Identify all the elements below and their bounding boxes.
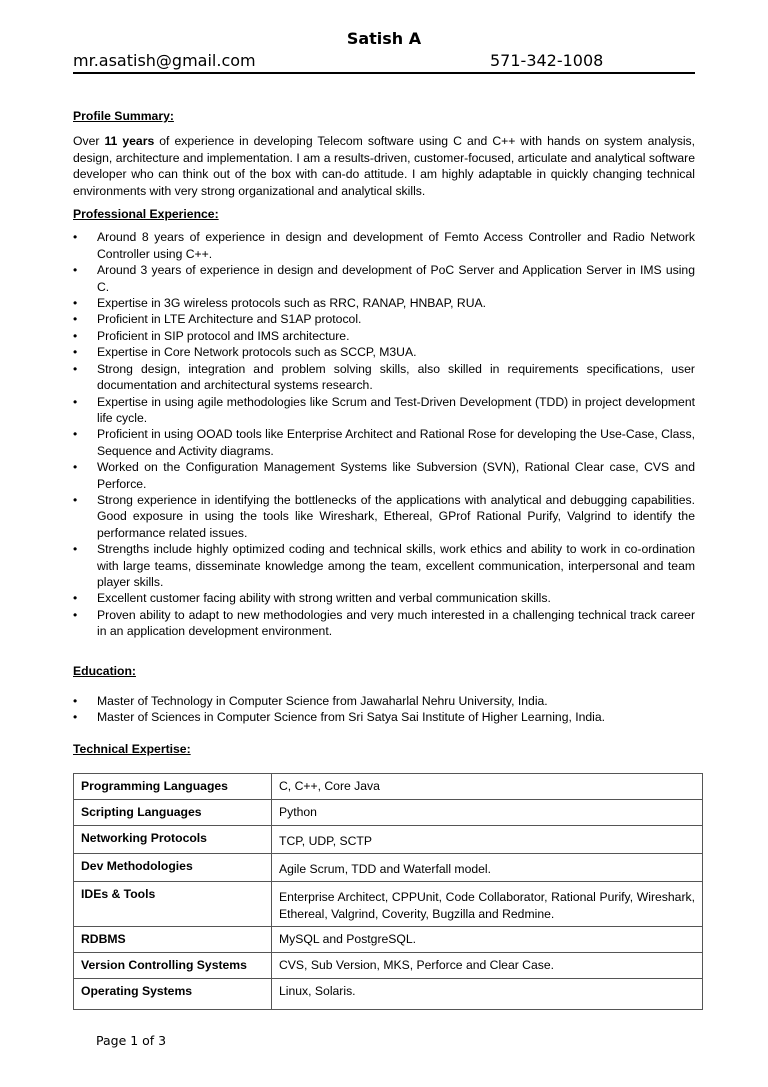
list-item: • Strong design, integration and problem solving skills, also skilled in requirements specifications, user documentation and architectural systems research. bbox=[73, 361, 695, 393]
table-row bbox=[74, 882, 703, 927]
bullet-icon: • bbox=[73, 345, 78, 360]
bullet-icon: • bbox=[73, 312, 78, 327]
table-row bbox=[74, 953, 703, 979]
experience-list bbox=[73, 229, 695, 639]
candidate-name: Satish A bbox=[346, 29, 422, 48]
table-value: Python bbox=[272, 800, 703, 826]
bullet-icon: • bbox=[73, 542, 78, 557]
list-item: • Master of Technology in Computer Science from Jawaharlal Nehru University, India. bbox=[73, 694, 548, 708]
phone-number: 571-342-1008 bbox=[490, 51, 604, 70]
resume-body bbox=[73, 108, 695, 757]
table-key: IDEs & Tools bbox=[74, 882, 272, 927]
list-item: • Proficient in LTE Architecture and S1AP protocol. bbox=[73, 312, 362, 327]
list-item: • Proven ability to adapt to new methodologies and very much interested in a challenging technical track career in an application development environment. bbox=[73, 607, 695, 639]
table-value: Enterprise Architect, CPPUnit, Code Collaborator, Rational Purify, Wireshark, Ethereal, Valgrind, Coverity, Bugzilla and Redmine. bbox=[272, 882, 703, 927]
bullet-icon: • bbox=[73, 460, 78, 475]
list-item: • Proficient in using OOAD tools like Enterprise Architect and Rational Rose for developing the Use-Case, Class, Sequence and Activity diagrams. bbox=[73, 427, 695, 458]
table-row bbox=[74, 800, 703, 826]
bullet-icon: • bbox=[73, 230, 78, 245]
table-row bbox=[74, 826, 703, 854]
table-key: Scripting Languages bbox=[74, 800, 272, 826]
technical-expertise-table bbox=[73, 773, 703, 1010]
table-row bbox=[74, 774, 703, 800]
bullet-icon: • bbox=[73, 296, 78, 311]
technical-expertise-heading: Technical Expertise: bbox=[73, 741, 191, 756]
list-item: • Expertise in 3G wireless protocols such as RRC, RANAP, HNBAP, RUA. bbox=[73, 296, 487, 311]
bullet-icon: • bbox=[73, 710, 78, 725]
table-value: Linux, Solaris. bbox=[272, 979, 703, 1010]
list-item: • Around 3 years of experience in design and development of PoC Server and Application Server in IMS using C. bbox=[73, 263, 695, 294]
bullet-icon: • bbox=[73, 427, 78, 442]
bullet-icon: • bbox=[73, 328, 78, 343]
list-item: • Strong experience in identifying the bottlenecks of the applications with analytical and debugging capabilities. Good exposure in using the tools like Wireshark, Ethereal, GProf Rational Purify, Valgrind to identify the performance related issues. bbox=[73, 492, 695, 540]
email-address: mr.asatish@gmail.com bbox=[73, 51, 256, 70]
education-list bbox=[73, 693, 695, 726]
bullet-icon: • bbox=[73, 607, 78, 622]
table-key: Operating Systems bbox=[74, 979, 272, 1010]
list-item: • Worked on the Configuration Management Systems like Subversion (SVN), Rational Clear case, CVS and Perforce. bbox=[73, 460, 695, 491]
list-item: • Proficient in SIP protocol and IMS architecture. bbox=[73, 328, 350, 343]
table-key: RDBMS bbox=[74, 927, 272, 953]
list-item: • Around 8 years of experience in design and development of Femto Access Controller and Radio Network Controller using C++. bbox=[73, 230, 695, 261]
education-heading: Education: bbox=[73, 663, 136, 678]
table-value: C, C++, Core Java bbox=[272, 774, 703, 800]
page-number: Page 1 of 3 bbox=[96, 1033, 167, 1048]
table-key: Dev Methodologies bbox=[74, 854, 272, 882]
list-item: • Excellent customer facing ability with strong written and verbal communication skills. bbox=[73, 591, 551, 606]
table-key: Version Controlling Systems bbox=[74, 953, 272, 979]
list-item: • Expertise in Core Network protocols such as SCCP, M3UA. bbox=[73, 345, 417, 360]
bullet-icon: • bbox=[73, 394, 78, 409]
bullet-icon: • bbox=[73, 591, 78, 606]
table-value: MySQL and PostgreSQL. bbox=[272, 927, 703, 953]
table-value: CVS, Sub Version, MKS, Perforce and Clear Case. bbox=[272, 953, 703, 979]
bullet-icon: • bbox=[73, 694, 78, 708]
table-key: Networking Protocols bbox=[74, 826, 272, 854]
experience-heading: Professional Experience: bbox=[73, 207, 219, 222]
table-value: TCP, UDP, SCTP bbox=[272, 826, 703, 854]
list-item: • Master of Sciences in Computer Science from Sri Satya Sai Institute of Higher Learning, India. bbox=[73, 710, 606, 725]
list-item: • Expertise in using agile methodologies like Scrum and Test-Driven Development (TDD) in project development life cycle. bbox=[73, 394, 695, 425]
profile-summary-text: Over 11 years of experience in developing Telecom software using C and C++ with hands on system analysis, design, architecture and implementation. I am a results-driven, customer-focused, articulate and analytical software developer who can think out of the box with can-do attitude. I am highly adaptable in quickly changing technical environments with very strong organizational and analytical skills. bbox=[73, 134, 696, 198]
table-row bbox=[74, 927, 703, 953]
table-row bbox=[74, 979, 703, 1010]
bullet-icon: • bbox=[73, 361, 78, 376]
table-row bbox=[74, 854, 703, 882]
bullet-icon: • bbox=[73, 263, 78, 278]
profile-summary-heading: Profile Summary: bbox=[73, 109, 174, 123]
bullet-icon: • bbox=[73, 492, 78, 507]
list-item: • Strengths include highly optimized coding and technical skills, work ethics and ability to work in co-ordination with large teams, disseminate knowledge among the team, excellent communication, interpersonal and team player skills. bbox=[73, 542, 695, 589]
table-value: Agile Scrum, TDD and Waterfall model. bbox=[272, 854, 703, 882]
contact-line bbox=[73, 50, 695, 74]
table-key: Programming Languages bbox=[74, 774, 272, 800]
